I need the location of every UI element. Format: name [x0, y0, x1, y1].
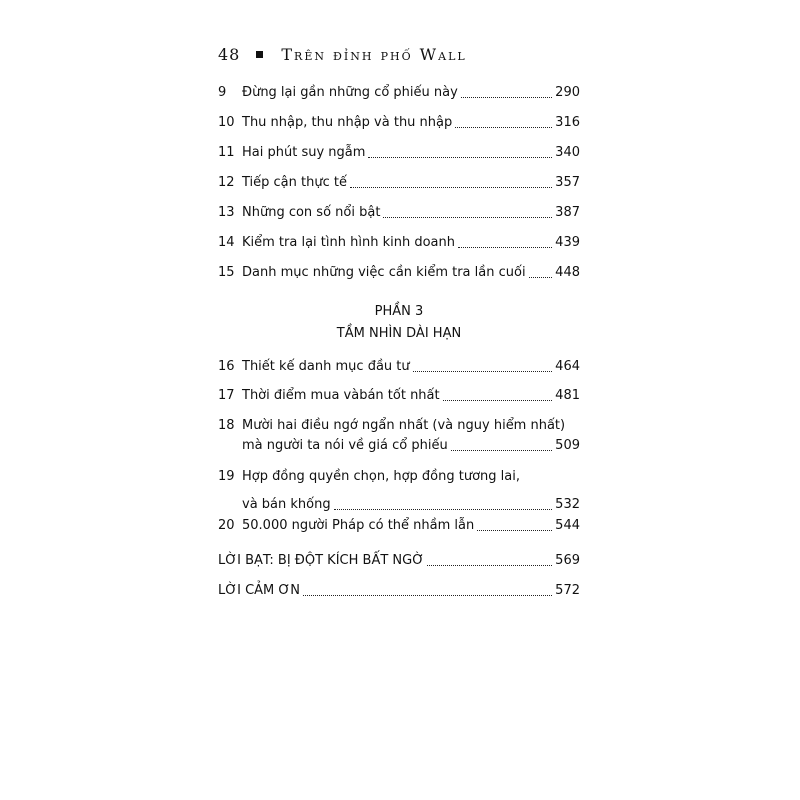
- entry-page: 572: [555, 583, 580, 598]
- entry-number: 10: [218, 115, 235, 130]
- toc-entry: [218, 356, 580, 376]
- toc-entry-afterword: [218, 550, 580, 570]
- dot-leader: [529, 276, 553, 278]
- toc-entry: [218, 112, 580, 132]
- entry-page: 316: [555, 115, 580, 130]
- entry-number: 18: [218, 418, 235, 433]
- toc-entry: [218, 232, 580, 252]
- toc-entry: [218, 515, 580, 535]
- entry-page: 357: [555, 175, 580, 190]
- entry-page: 481: [555, 388, 580, 403]
- entry-title: LỜI BẠT: BỊ ĐỘT KÍCH BẤT NGỜ: [218, 553, 425, 568]
- entry-title: Danh mục những việc cần kiểm tra lần cuối: [242, 265, 526, 280]
- entry-title: Đừng lại gần những cổ phiếu này: [242, 85, 458, 100]
- toc-entry-acknowledgements: [218, 580, 580, 600]
- entry-page: 532: [555, 497, 580, 512]
- dot-leader: [350, 186, 552, 188]
- separator-square: [256, 51, 263, 58]
- dot-leader: [413, 370, 553, 372]
- entry-number: 13: [218, 205, 235, 220]
- toc-entry: [218, 415, 580, 455]
- entry-page: 439: [555, 235, 580, 250]
- dot-leader: [477, 529, 552, 531]
- dot-leader: [383, 216, 552, 218]
- toc-entry: [218, 466, 580, 514]
- entry-number: 14: [218, 235, 235, 250]
- entry-page: 509: [555, 438, 580, 453]
- dot-leader: [443, 399, 553, 401]
- entry-title-line2: mà người ta nói về giá cổ phiếu: [242, 438, 448, 453]
- toc-entry: [218, 82, 580, 102]
- dot-leader: [334, 508, 553, 510]
- page-number: 48: [218, 44, 241, 64]
- toc-entry: [218, 202, 580, 222]
- entry-page: 387: [555, 205, 580, 220]
- entry-page: 464: [555, 359, 580, 374]
- entry-title-line2: và bán khống: [242, 497, 331, 512]
- entry-title-line1: Hợp đồng quyền chọn, hợp đồng tương lai,: [242, 469, 520, 484]
- toc-entry: [218, 172, 580, 192]
- entry-number: 16: [218, 359, 235, 374]
- dot-leader: [427, 564, 552, 566]
- dot-leader: [461, 96, 552, 98]
- entry-title: LỜI CẢM ƠN: [218, 583, 300, 598]
- entry-number: 15: [218, 265, 235, 280]
- entry-title: 50.000 người Pháp có thể nhầm lẫn: [242, 518, 475, 533]
- book-title: Trên đỉnh phố Wall: [281, 44, 467, 64]
- entry-title: Thời điểm mua vàbán tốt nhất: [242, 388, 440, 403]
- entry-number: 17: [218, 388, 235, 403]
- toc-entry: [218, 142, 580, 162]
- entry-page: 290: [555, 85, 580, 100]
- dot-leader: [303, 594, 552, 596]
- entry-number: 19: [218, 469, 235, 484]
- entry-number: 11: [218, 145, 235, 160]
- entry-title: Thu nhập, thu nhập và thu nhập: [242, 115, 453, 130]
- entry-page: 569: [555, 553, 580, 568]
- part-label: PHẦN 3: [374, 304, 424, 319]
- entry-page: 340: [555, 145, 580, 160]
- entry-number: 12: [218, 175, 235, 190]
- dot-leader: [458, 246, 552, 248]
- entry-title-line1: Mười hai điều ngớ ngẩn nhất (và nguy hiểm nhất): [242, 418, 566, 433]
- part-title: TẦM NHÌN DÀI HẠN: [336, 326, 462, 341]
- dot-leader: [368, 156, 552, 158]
- dot-leader: [451, 449, 552, 451]
- entry-title: Tiếp cận thực tế: [242, 175, 347, 190]
- entry-title: Thiết kế danh mục đầu tư: [242, 359, 410, 374]
- entry-title: Những con số nổi bật: [242, 205, 381, 220]
- toc-entry: [218, 262, 580, 282]
- entry-title: Kiểm tra lại tình hình kinh doanh: [242, 235, 455, 250]
- entry-page: 448: [555, 265, 580, 280]
- entry-page: 544: [555, 518, 580, 533]
- toc-entry: [218, 385, 580, 405]
- entry-number: 9: [218, 85, 227, 100]
- entry-title: Hai phút suy ngẫm: [242, 145, 366, 160]
- dot-leader: [455, 126, 552, 128]
- entry-number: 20: [218, 518, 235, 533]
- running-header: [218, 42, 467, 66]
